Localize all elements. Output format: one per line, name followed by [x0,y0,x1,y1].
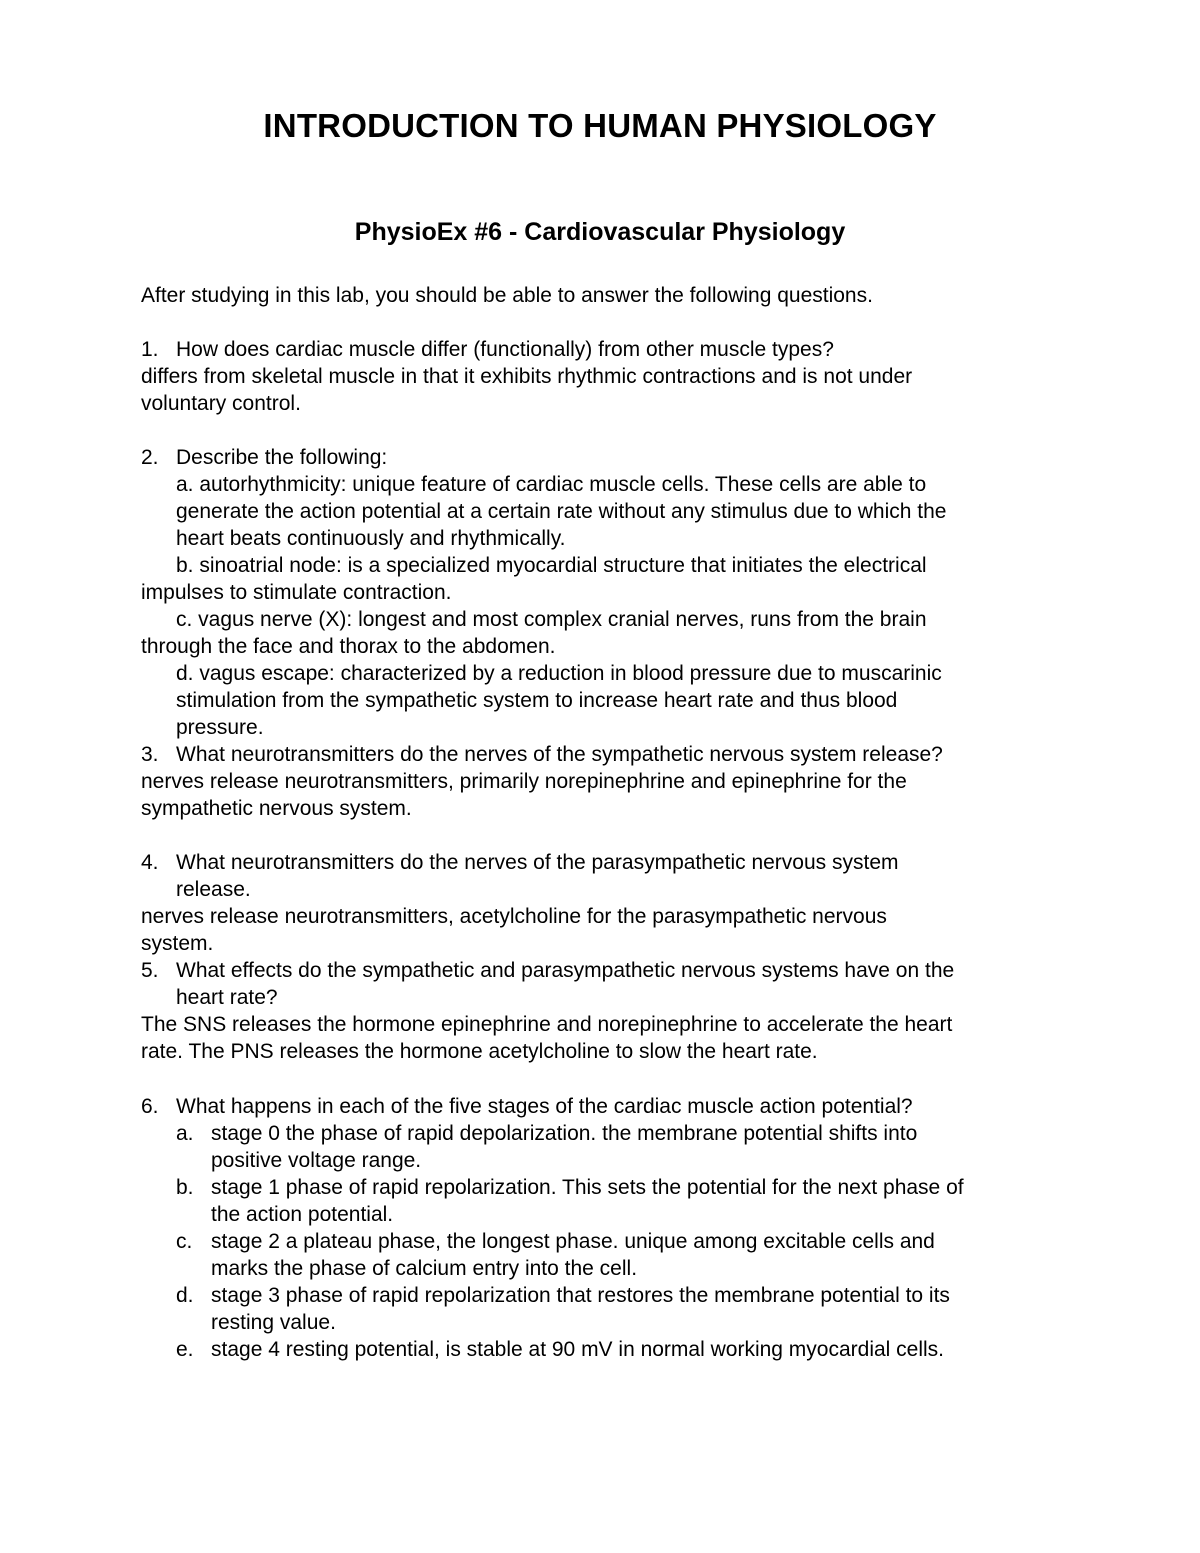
q6-item-d-label: d. [176,1284,194,1307]
q2-item-a-line: a. autorhythmicity: unique feature of cardiac muscle cells. These cells are able to [176,473,927,496]
question-text: Describe the following: [176,446,388,469]
q6-item-c-line: stage 2 a plateau phase, the longest phase. unique among excitable cells and [211,1230,935,1253]
q2-item-b-line: b. sinoatrial node: is a specialized myocardial structure that initiates the electrical [176,554,927,577]
document-title: INTRODUCTION TO HUMAN PHYSIOLOGY [263,107,937,144]
q6-item-c-label: c. [176,1230,193,1253]
q2-item-a-line: heart beats continuously and rhythmically. [176,527,566,550]
answer-1-line: voluntary control. [141,392,301,415]
q6-item-b-line: the action potential. [211,1203,394,1226]
q6-item-a-line: positive voltage range. [211,1149,422,1172]
question-number: 2. [141,446,159,469]
q6-item-e-line: stage 4 resting potential, is stable at 90 mV in normal working myocardial cells. [211,1338,945,1361]
q6-item-a-label: a. [176,1122,194,1145]
answer-4-line: nerves release neurotransmitters, acetylcholine for the parasympathetic nervous [141,905,887,928]
question-text: How does cardiac muscle differ (functionally) from other muscle types? [176,338,834,361]
question-text: What neurotransmitters do the nerves of the parasympathetic nervous system [176,851,899,874]
question-number: 6. [141,1095,159,1118]
answer-5-line: The SNS releases the hormone epinephrine and norepinephrine to accelerate the heart [141,1013,953,1036]
answer-5-line: rate. The PNS releases the hormone acetylcholine to slow the heart rate. [141,1040,818,1063]
question-text: What happens in each of the five stages of the cardiac muscle action potential? [176,1095,913,1118]
q6-item-d-line: stage 3 phase of rapid repolarization that restores the membrane potential to its [211,1284,950,1307]
answer-1-line: differs from skeletal muscle in that it exhibits rhythmic contractions and is not under [141,365,913,388]
q6-item-c-line: marks the phase of calcium entry into the cell. [211,1257,638,1280]
answer-3-line: sympathetic nervous system. [141,797,412,820]
question-text: What effects do the sympathetic and parasympathetic nervous systems have on the [176,959,955,982]
intro-text: After studying in this lab, you should be able to answer the following questions. [141,284,873,307]
question-4-continuation: release. [176,878,251,901]
q2-item-a-line: generate the action potential at a certain rate without any stimulus due to which the [176,500,947,523]
q6-item-e-label: e. [176,1338,194,1361]
document-subtitle: PhysioEx #6 - Cardiovascular Physiology [354,218,846,246]
q2-item-c-line: c. vagus nerve (X): longest and most complex cranial nerves, runs from the brain [176,608,927,631]
q6-item-b-line: stage 1 phase of rapid repolarization. This sets the potential for the next phase of [211,1176,964,1199]
question-number: 1. [141,338,159,361]
q6-item-d-line: resting value. [211,1311,336,1334]
q6-item-b-label: b. [176,1176,194,1199]
q2-item-b-line: impulses to stimulate contraction. [141,581,452,604]
q2-item-d-line: d. vagus escape: characterized by a reduction in blood pressure due to muscarinic [176,662,942,685]
answer-3-line: nerves release neurotransmitters, primarily norepinephrine and epinephrine for the [141,770,907,793]
q2-item-c-line: through the face and thorax to the abdomen. [141,635,556,658]
q2-item-d-line: stimulation from the sympathetic system to increase heart rate and thus blood [176,689,898,712]
question-number: 5. [141,959,159,982]
q6-item-a-line: stage 0 the phase of rapid depolarization. the membrane potential shifts into [211,1122,918,1145]
question-number: 4. [141,851,159,874]
answer-4-line: system. [141,932,214,955]
question-number: 3. [141,743,159,766]
question-5-continuation: heart rate? [176,986,278,1009]
q2-item-d-line: pressure. [176,716,264,739]
question-text: What neurotransmitters do the nerves of the sympathetic nervous system release? [176,743,943,766]
